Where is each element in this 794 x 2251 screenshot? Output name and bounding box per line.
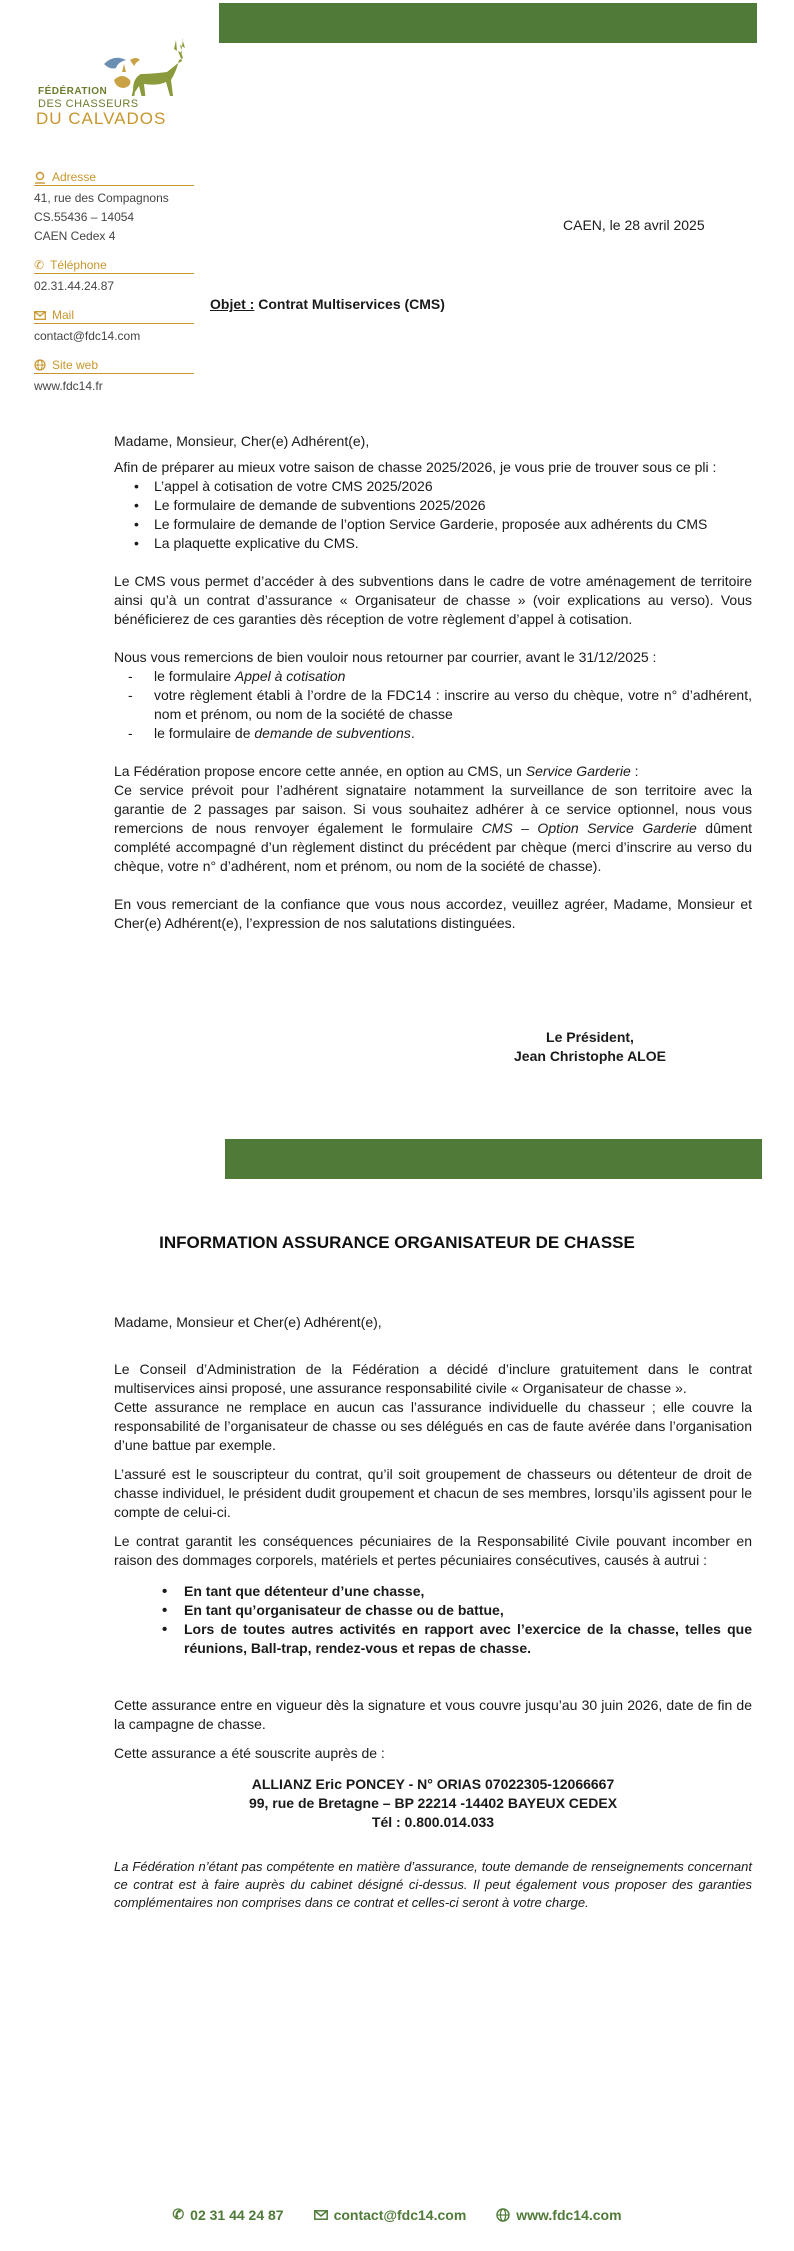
insurance-p5: Cette assurance entre en vigueur dès la signature et vous couvre jusqu’au 30 juin 2026, date de fin de la campagne de chasse.: [114, 1697, 752, 1732]
address-line-2: CS.55436 – 14054: [34, 210, 135, 224]
insurance-title: INFORMATION ASSURANCE ORGANISATEUR DE CHASSE: [159, 1233, 635, 1252]
web-address[interactable]: www.fdc14.fr: [34, 379, 103, 393]
address-rule: [34, 185, 194, 186]
logo-line1: FÉDÉRATION: [38, 86, 108, 97]
object-text: Contrat Multiservices (CMS): [258, 296, 445, 312]
web-block: [34, 358, 204, 396]
mail-icon: [314, 2210, 328, 2220]
mail-icon: [34, 311, 46, 320]
signature-block: [460, 1028, 720, 1066]
location-pin-icon: [34, 171, 46, 184]
mail-address[interactable]: contact@fdc14.com: [34, 329, 141, 343]
insurance-p4: Le contrat garantit les conséquences pécuniaires de la Responsabilité Civile pouvant incomber en raison des dommages corporels, matériels et pertes pécuniaires consécutives, causés à autrui :: [114, 1533, 752, 1568]
footer: [0, 2206, 794, 2223]
list-item: • Le formulaire de demande de l’option Service Garderie, proposée aux adhérents du CMS: [154, 515, 752, 534]
list-item: • La plaquette explicative du CMS.: [154, 534, 752, 553]
list-item: • Lors de toutes autres activités en rapport avec l’exercice de la chasse, telles que réunions, Ball-trap, rendez-vous et repas de chasse.: [184, 1620, 752, 1658]
return-intro: Nous vous remercions de bien vouloir nous retourner par courrier, avant le 31/12/2025 :: [114, 649, 657, 665]
para-cms: Le CMS vous permet d’accéder à des subventions dans le cadre de votre aménagement de territoire ainsi qu’à un contrat d’assurance « Organisateur de chasse » (voir explications au verso). Vous bénéficierez de ces garanties dès réception de votre règlement d’appel à cotisation.: [114, 573, 752, 627]
return-list: [114, 667, 752, 743]
insurance-p1: Le Conseil d’Administration de la Fédération a décidé d’inclure gratuitement dans le contrat multiservices ainsi proposé, une assurance responsabilité civile « Organisateur de chasse ».: [114, 1361, 752, 1396]
letter-intro: Afin de préparer au mieux votre saison de chasse 2025/2026, je vous prie de trouver sous ce pli :: [114, 459, 717, 475]
address-block: [34, 170, 204, 246]
insurance-body: [114, 1313, 752, 1912]
footer-phone[interactable]: ✆ 02 31 44 24 87: [172, 2206, 284, 2223]
address-label: Adresse: [52, 170, 97, 184]
garderie-intro: La Fédération propose encore cette année, en option au CMS, un Service Garderie :: [114, 763, 639, 779]
signature-title: Le Président,: [546, 1029, 634, 1045]
insurance-p3: L’assuré est le souscripteur du contrat, qu’il soit groupement de chasseurs ou détenteur de droit de chasse individuel, le président dudit groupement et chacun de ses membres, lorsqu’ils agissent pour le compte de celui-ci.: [114, 1466, 752, 1520]
letter-object: [210, 295, 445, 314]
web-label: Site web: [52, 358, 99, 372]
mail-rule: [34, 323, 194, 324]
list-item: - le formulaire Appel à cotisation: [154, 667, 752, 686]
phone-block: [34, 258, 204, 296]
phone-rule: [34, 273, 194, 274]
list-item: • L’appel à cotisation de votre CMS 2025/2026: [154, 477, 752, 496]
footer-mail[interactable]: contact@fdc14.com: [314, 2206, 467, 2223]
list-item: - le formulaire de demande de subventions.: [154, 724, 752, 743]
list-item: • En tant que détenteur d’une chasse,: [184, 1582, 752, 1601]
insurance-p6: Cette assurance a été souscrite auprès de :: [114, 1745, 385, 1761]
section-band: [225, 1139, 762, 1179]
insurer-line-1: ALLIANZ Eric PONCEY - N° ORIAS 07022305-12066667: [251, 1776, 615, 1792]
logo-line2: DES CHASSEURS: [38, 98, 139, 110]
mail-label: Mail: [52, 308, 75, 322]
federation-logo: [34, 36, 209, 136]
list-item: - votre règlement établi à l’ordre de la FDC14 : inscrire au verso du chèque, votre n° d’adhérent, nom et prénom, ou nom de la société de chasse: [154, 686, 752, 724]
mail-block: [34, 308, 204, 346]
object-label: Objet :: [210, 296, 255, 312]
closing-paragraph: En vous remerciant de la confiance que vous nous accordez, veuillez agréer, Madame, Monsieur et Cher(e) Adhérent(e), l’expression de nos salutations distinguées.: [114, 896, 752, 931]
logo-line3: DU CALVADOS: [36, 109, 167, 128]
phone-icon: ✆: [34, 258, 45, 272]
footer-web[interactable]: www.fdc14.com: [496, 2206, 621, 2223]
phone-number: 02.31.44.24.87: [34, 279, 115, 293]
insurer-line-2: 99, rue de Bretagne – BP 22214 -14402 BAYEUX CEDEX: [248, 1795, 618, 1811]
insurer-block: [114, 1775, 752, 1832]
letter-body: [114, 432, 752, 933]
enclosures-list: [114, 477, 752, 553]
signature-name: Jean Christophe ALOE: [514, 1048, 666, 1064]
header-band: [219, 3, 757, 43]
globe-icon: [34, 359, 46, 371]
phone-label: Téléphone: [50, 258, 107, 272]
list-item: • Le formulaire de demande de subventions 2025/2026: [154, 496, 752, 515]
web-rule: [34, 373, 194, 374]
contact-sidebar: [34, 170, 204, 396]
address-line-1: 41, rue des Compagnons: [34, 191, 169, 205]
list-item: • En tant qu’organisateur de chasse ou de battue,: [184, 1601, 752, 1620]
insurance-disclaimer: La Fédération n’étant pas compétente en matière d’assurance, toute demande de renseignements concernant ce contrat est à faire auprès du cabinet désigné ci-dessus. Il peut également vous proposer des garanties complémentaires non comprises dans ce contrat et celles-ci seront à votre charge.: [114, 1859, 752, 1910]
letter-salutation: Madame, Monsieur, Cher(e) Adhérent(e),: [114, 433, 370, 449]
insurance-p2: Cette assurance ne remplace en aucun cas l’assurance individuelle du chasseur ; elle couvre la responsabilité de l’organisateur de chasse ou ses délégués en cas de faute avérée dans l’organisation d’une battue par exemple.: [114, 1399, 752, 1453]
phone-icon: ✆: [172, 2206, 185, 2222]
address-line-3: CAEN Cedex 4: [34, 229, 116, 243]
place-date: CAEN, le 28 avril 2025: [563, 217, 705, 233]
insurer-line-3: Tél : 0.800.014.033: [371, 1814, 495, 1830]
globe-icon: [496, 2208, 510, 2222]
insurance-salutation: Madame, Monsieur et Cher(e) Adhérent(e),: [114, 1314, 382, 1330]
coverage-list: [114, 1582, 752, 1658]
garderie-paragraph: Ce service prévoit pour l’adhérent signataire notamment la surveillance de son territoire avec la garantie de 2 passages par saison. Si vous souhaitez adhérer à ce service optionnel, nous vous remercions de nous renvoyer également le formulaire CMS – Option Service Garderie dûment complété accompagné d’un règlement distinct du précédent par chèque (merci d’inscrire au verso du chèque, votre n° d’adhérent, nom et prénom, ou nom de la société de chasse).: [114, 782, 752, 874]
